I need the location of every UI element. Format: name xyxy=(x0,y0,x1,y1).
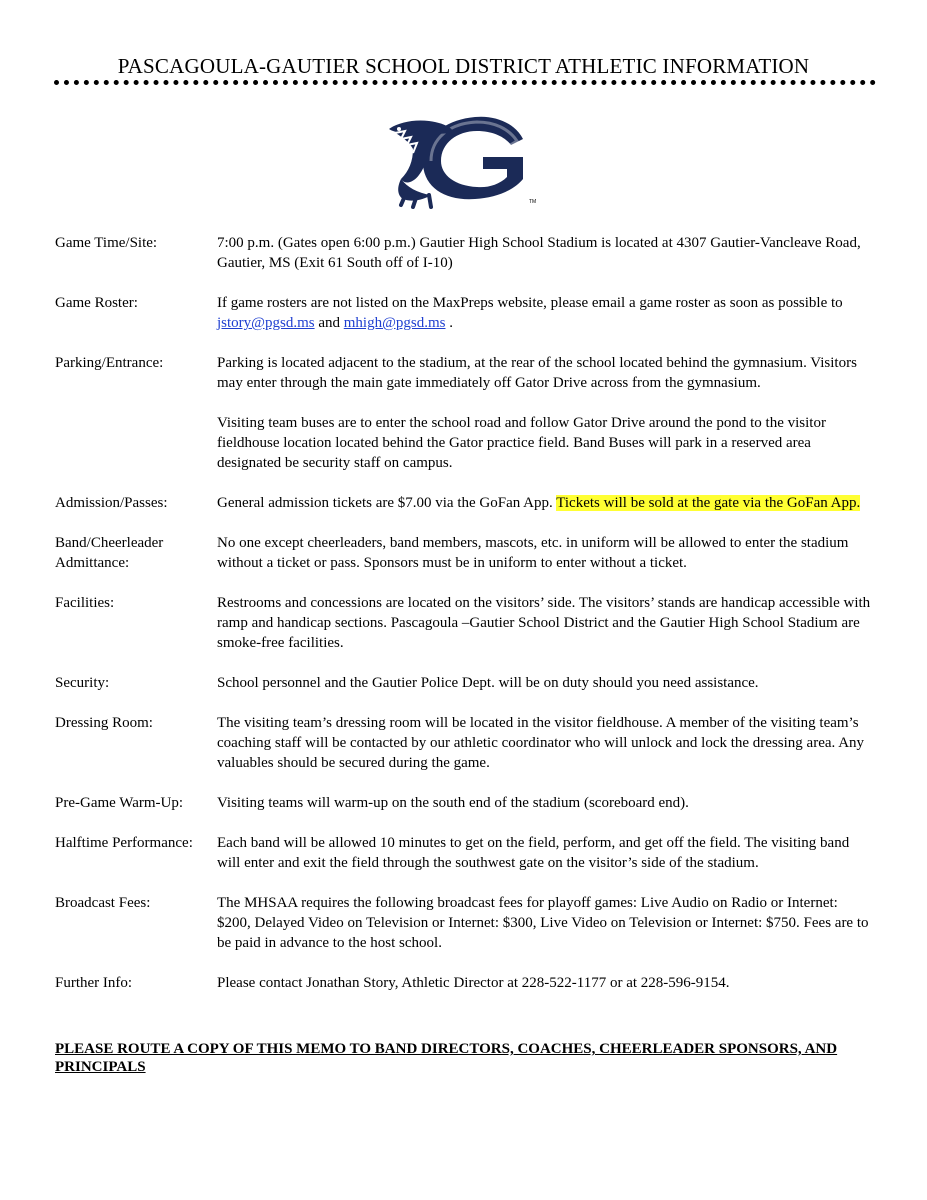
label-game-roster: Game Roster: xyxy=(55,295,138,311)
label-security: Security: xyxy=(55,675,110,691)
label-facilities: Facilities: xyxy=(55,595,115,611)
info-table xyxy=(55,233,875,993)
text-parking-1: Parking is located adjacent to the stadium, at the rear of the school located behind the gymnasium. Visitors may enter through the main gate immediately off Gator Drive across from the gymnasium. xyxy=(217,355,857,391)
dotted-divider xyxy=(54,80,876,85)
row-further-info xyxy=(55,973,875,993)
label-halftime: Halftime Performance: xyxy=(55,835,193,851)
text-admission xyxy=(217,493,875,513)
text-dressing-room: The visiting team’s dressing room will be located in the visitor fieldhouse. A member of the visiting team’s coaching staff will be contacted by our athletic coordinator who will unlock and lock the dressing area. Any valuables should be secured during the game. xyxy=(217,715,865,771)
row-halftime xyxy=(55,833,875,873)
label-band-line1: Band/Cheerleader xyxy=(55,535,164,551)
label-broadcast: Broadcast Fees: xyxy=(55,895,151,911)
row-admission xyxy=(55,493,875,513)
gator-g-icon xyxy=(383,109,543,209)
text-broadcast: The MHSAA requires the following broadcast fees for playoff games: Live Audio on Radio or Internet: $200, Delayed Video on Television or Internet: $300, Live Video on Television or Internet: $750. Fees are to be paid in advance to the host school. xyxy=(217,895,869,951)
row-dressing-room xyxy=(55,713,875,773)
text-facilities: Restrooms and concessions are located on the visitors’ side. The visitors’ stands are handicap accessible with ramp and handicap sections. Pascagoula –Gautier School District and the Gautier High School Stadium are smoke-free facilities. xyxy=(217,595,871,651)
admission-highlight: Tickets will be sold at the gate via the GoFan App. xyxy=(556,495,861,511)
row-parking xyxy=(55,353,875,473)
row-security xyxy=(55,673,875,693)
text-parking-2: Visiting team buses are to enter the school road and follow Gator Drive around the pond to the visitor fieldhouse location located behind the Gator practice field. Band Buses will park in a reserved area designated be security staff on campus. xyxy=(217,415,826,471)
label-warmup: Pre-Game Warm-Up: xyxy=(55,795,184,811)
row-broadcast xyxy=(55,893,875,953)
row-facilities xyxy=(55,593,875,653)
roster-text-after: . xyxy=(445,315,453,331)
page-title: PASCAGOULA-GAUTIER SCHOOL DISTRICT ATHLETIC INFORMATION xyxy=(117,54,810,78)
text-game-roster xyxy=(217,293,875,333)
email-link-jstory[interactable]: jstory@pgsd.ms xyxy=(217,315,315,331)
gator-g-logo xyxy=(383,109,543,209)
label-admission: Admission/Passes: xyxy=(55,495,168,511)
text-game-time: 7:00 p.m. (Gates open 6:00 p.m.) Gautier High School Stadium is located at 4307 Gautier-Vancleave Road, Gautier, MS (Exit 61 South off of I-10) xyxy=(217,235,861,271)
text-halftime: Each band will be allowed 10 minutes to get on the field, perform, and get off the field. The visiting band will enter and exit the field through the southwest gate on the visitor’s side of the stadium. xyxy=(217,835,850,871)
row-band xyxy=(55,533,875,573)
trademark-mark: TM xyxy=(529,199,537,205)
label-game-time: Game Time/Site: xyxy=(55,235,158,251)
label-parking: Parking/Entrance: xyxy=(55,355,164,371)
admission-text: General admission tickets are $7.00 via the GoFan App. xyxy=(217,495,557,511)
text-further-info: Please contact Jonathan Story, Athletic Director at 228-522-1177 or at 228-596-9154. xyxy=(217,975,730,991)
row-game-time xyxy=(55,233,875,273)
roster-text-before: If game rosters are not listed on the MaxPreps website, please email a game roster as soon as possible to xyxy=(217,295,843,311)
row-game-roster xyxy=(55,293,875,333)
text-security: School personnel and the Gautier Police Dept. will be on duty should you need assistance. xyxy=(217,675,759,691)
email-link-mhigh[interactable]: mhigh@pgsd.ms xyxy=(343,315,446,331)
row-warmup xyxy=(55,793,875,813)
text-band: No one except cheerleaders, band members, mascots, etc. in uniform will be allowed to enter the stadium without a ticket or pass. Sponsors must be in uniform to enter without a ticket. xyxy=(217,535,849,571)
roster-text-between: and xyxy=(314,315,344,331)
label-further-info: Further Info: xyxy=(55,975,133,991)
label-band-line2: Admittance: xyxy=(55,555,130,571)
label-band xyxy=(55,533,217,573)
routing-notice: PLEASE ROUTE A COPY OF THIS MEMO TO BAND DIRECTORS, COACHES, CHEERLEADER SPONSORS, AND PRINCIPALS xyxy=(55,1041,838,1075)
text-warmup: Visiting teams will warm-up on the south end of the stadium (scoreboard end). xyxy=(217,795,689,811)
label-dressing-room: Dressing Room: xyxy=(55,715,153,731)
